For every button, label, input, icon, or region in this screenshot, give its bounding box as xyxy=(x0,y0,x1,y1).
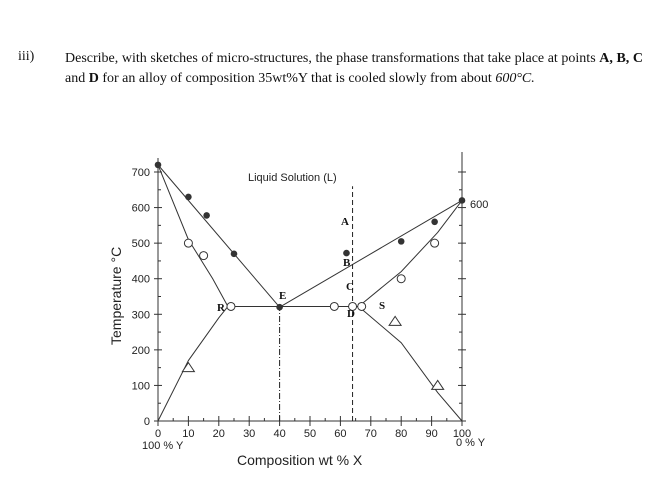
phase-line xyxy=(158,165,280,307)
phase-line xyxy=(158,165,228,307)
point-label-a: A xyxy=(341,216,349,228)
left-axis-note: 100 % Y xyxy=(142,440,184,452)
question-text-part: Describe, with sketches of micro-structures, the phase transformations that take place at points xyxy=(65,51,600,66)
x-tick-label: 20 xyxy=(212,428,225,440)
point-d: D xyxy=(88,71,99,86)
open-marker xyxy=(184,239,192,247)
x-tick-label: 50 xyxy=(303,428,317,440)
question-text-part: for an alloy of composition 35wt%Y that is cooled slowly from about xyxy=(98,71,496,86)
y-axis-label: Temperature °C xyxy=(108,246,124,345)
x-tick-label: 70 xyxy=(364,428,377,440)
y-tick-label: 200 xyxy=(131,344,150,357)
point-label-b: B xyxy=(343,257,351,269)
phase-line xyxy=(359,200,462,306)
phase-line xyxy=(280,200,462,307)
filled-marker xyxy=(343,250,350,257)
x-tick-label: 30 xyxy=(243,428,256,440)
x-tick-label: 40 xyxy=(273,428,286,440)
y-tick-label: 300 xyxy=(131,309,150,322)
filled-marker xyxy=(185,194,192,201)
phase-line xyxy=(158,306,228,421)
y-tick-label: 0 xyxy=(143,416,150,428)
right-axis-note: 0 % Y xyxy=(456,437,486,449)
chart-markers xyxy=(155,162,466,390)
y-tick-label: 100 xyxy=(131,380,150,393)
filled-marker xyxy=(431,219,438,226)
open-marker xyxy=(358,302,366,310)
y-tick-label: 700 xyxy=(131,167,150,179)
y-tick-label: 600 xyxy=(131,202,150,215)
point-label-r: R xyxy=(217,302,225,314)
point-label-e: E xyxy=(279,290,287,302)
open-marker xyxy=(397,275,405,283)
filled-marker xyxy=(155,162,162,169)
chart-title: Liquid Solution (L) xyxy=(248,172,337,184)
triangle-marker xyxy=(182,363,194,372)
chart-axes xyxy=(132,152,472,440)
filled-marker xyxy=(203,212,210,219)
question-number: iii) xyxy=(18,49,35,64)
point-label-s: S xyxy=(379,300,386,312)
chart-lines xyxy=(158,165,462,421)
x-tick-label: 100 xyxy=(452,428,472,440)
triangle-marker xyxy=(389,316,401,325)
phase-line xyxy=(359,306,462,421)
point-label-c: C xyxy=(346,281,354,293)
filled-marker xyxy=(398,238,405,245)
y-tick-label: 400 xyxy=(131,273,150,286)
open-marker xyxy=(330,302,338,310)
right-value-label: 600 xyxy=(470,199,489,211)
start-temperature: 600°C. xyxy=(495,71,535,86)
x-axis-label: Composition wt % X xyxy=(237,452,363,468)
filled-marker xyxy=(231,251,238,258)
open-marker xyxy=(200,252,208,260)
x-tick-label: 10 xyxy=(182,428,195,440)
filled-marker xyxy=(276,304,283,311)
point-label-d: D xyxy=(347,308,355,320)
triangle-marker xyxy=(432,380,444,389)
x-tick-label: 60 xyxy=(334,428,347,440)
points-abc: A, B, C xyxy=(599,51,644,66)
open-marker xyxy=(227,302,235,310)
x-tick-label: 80 xyxy=(395,428,408,440)
y-tick-label: 500 xyxy=(131,238,150,251)
x-tick-label: 0 xyxy=(154,428,162,440)
x-tick-label: 90 xyxy=(425,428,438,440)
question-text-part: and xyxy=(65,71,89,86)
filled-marker xyxy=(459,197,466,204)
open-marker xyxy=(431,239,439,247)
